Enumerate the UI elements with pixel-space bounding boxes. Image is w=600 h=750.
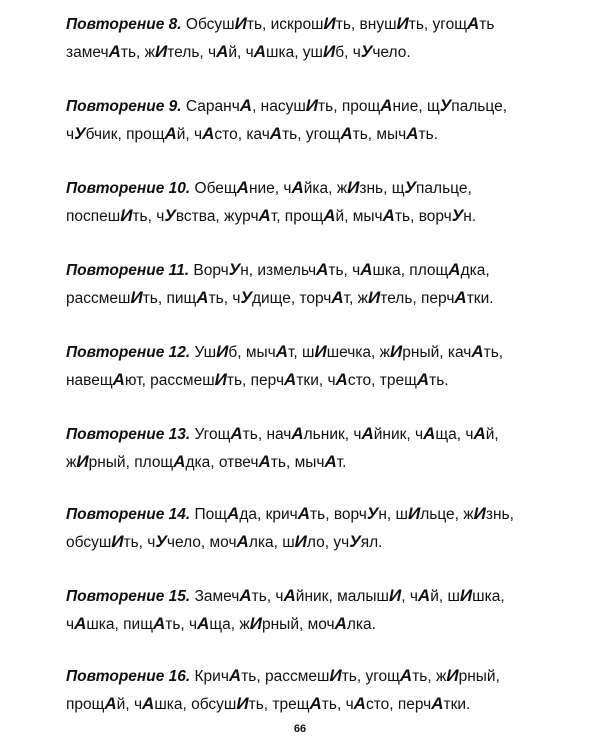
- word-fragment: тки, ч: [296, 372, 336, 389]
- highlighted-vowel: И: [305, 96, 319, 115]
- word-fragment: тель, перч: [380, 290, 455, 307]
- word-fragment: тель, ч: [167, 44, 217, 61]
- exercise-section: [66, 178, 566, 227]
- highlighted-vowel: А: [74, 614, 87, 633]
- exercise-section: [66, 424, 566, 473]
- highlighted-vowel: А: [316, 260, 329, 279]
- exercise-label: Повторение 8.: [66, 16, 182, 33]
- highlighted-vowel: А: [228, 666, 242, 685]
- highlighted-vowel: А: [284, 370, 297, 389]
- word-fragment: н, ш: [378, 506, 408, 523]
- highlighted-vowel: А: [291, 178, 304, 197]
- highlighted-vowel: А: [253, 42, 267, 61]
- word-fragment: ть, ч: [251, 588, 284, 605]
- word-fragment: ть, ч: [208, 290, 241, 307]
- highlighted-vowel: А: [471, 342, 484, 361]
- highlighted-vowel: А: [334, 614, 347, 633]
- exercise-line: [66, 260, 566, 281]
- highlighted-vowel: А: [108, 42, 121, 61]
- highlighted-vowel: И: [249, 614, 262, 633]
- word-fragment: ть, ч: [328, 262, 361, 279]
- highlighted-vowel: А: [216, 42, 229, 61]
- exercise-section: [66, 342, 566, 391]
- exercise-label: Повторение 13.: [66, 426, 191, 443]
- word-fragment: навещ: [66, 372, 113, 389]
- word-fragment: ть, мыч: [352, 126, 407, 143]
- highlighted-vowel: У: [155, 532, 167, 551]
- word-fragment: ть, пищ: [142, 290, 197, 307]
- word-fragment: Крич: [194, 668, 229, 685]
- highlighted-vowel: И: [388, 586, 402, 605]
- word-fragment: й,: [485, 426, 499, 443]
- word-fragment: шка, обсуш: [154, 696, 237, 713]
- word-fragment: ть, мыч: [270, 454, 325, 471]
- exercise-line: [66, 124, 566, 145]
- highlighted-vowel: И: [329, 666, 342, 685]
- highlighted-vowel: А: [382, 206, 395, 225]
- highlighted-vowel: А: [353, 694, 366, 713]
- word-fragment: т, ж: [343, 290, 369, 307]
- word-fragment: й, ч: [176, 126, 203, 143]
- word-fragment: ща, ж: [209, 616, 250, 633]
- word-fragment: йка, ж: [303, 180, 348, 197]
- highlighted-vowel: А: [309, 694, 322, 713]
- highlighted-vowel: У: [240, 288, 252, 307]
- page-number: 66: [293, 723, 307, 735]
- highlighted-vowel: А: [406, 124, 419, 143]
- exercise-line: [66, 666, 566, 687]
- highlighted-vowel: А: [454, 288, 467, 307]
- highlighted-vowel: А: [104, 694, 117, 713]
- word-fragment: тки.: [443, 696, 471, 713]
- word-fragment: знь, щ: [359, 180, 405, 197]
- exercise-line: [66, 504, 566, 525]
- word-fragment: йник, ч: [373, 426, 424, 443]
- word-fragment: ть,: [483, 344, 504, 361]
- highlighted-vowel: И: [216, 342, 229, 361]
- highlighted-vowel: А: [331, 288, 344, 307]
- word-fragment: дище, торч: [251, 290, 332, 307]
- highlighted-vowel: И: [347, 178, 360, 197]
- word-fragment: пальце,: [416, 180, 472, 197]
- highlighted-vowel: А: [258, 206, 271, 225]
- highlighted-vowel: А: [230, 424, 243, 443]
- word-fragment: ща, ч: [435, 426, 474, 443]
- word-fragment: ть, ворч: [310, 506, 367, 523]
- highlighted-vowel: А: [197, 614, 210, 633]
- exercise-label: Повторение 9.: [66, 98, 182, 115]
- highlighted-vowel: А: [239, 96, 253, 115]
- word-fragment: й, ч: [228, 44, 254, 61]
- word-fragment: ть, прощ: [318, 98, 381, 115]
- word-fragment: ние, ч: [248, 180, 292, 197]
- highlighted-vowel: А: [269, 124, 283, 143]
- exercise-line: [66, 452, 566, 473]
- highlighted-vowel: А: [236, 532, 249, 551]
- word-fragment: ть.: [429, 372, 449, 389]
- word-fragment: й, мыч: [335, 208, 383, 225]
- word-fragment: ть, внуш: [335, 16, 397, 33]
- word-fragment: ть, ч: [321, 696, 354, 713]
- word-fragment: рассмеш: [66, 290, 131, 307]
- exercise-section: [66, 14, 566, 63]
- highlighted-vowel: А: [416, 370, 430, 389]
- word-fragment: знь,: [485, 506, 514, 523]
- word-fragment: ть, угощ: [282, 126, 341, 143]
- exercise-line: [66, 370, 566, 391]
- exercise-line: [66, 178, 566, 199]
- word-fragment: рный, моч: [262, 616, 335, 633]
- word-fragment: ло, уч: [306, 534, 350, 551]
- highlighted-vowel: И: [294, 532, 307, 551]
- exercise-label: Повторение 15.: [66, 588, 191, 605]
- highlighted-vowel: И: [368, 288, 381, 307]
- highlighted-vowel: А: [152, 614, 166, 633]
- exercise-section: [66, 96, 566, 145]
- highlighted-vowel: И: [396, 14, 409, 33]
- word-fragment: рный,: [458, 668, 500, 685]
- highlighted-vowel: А: [258, 452, 271, 471]
- word-fragment: ял.: [360, 534, 383, 551]
- word-fragment: Ворч: [193, 262, 229, 279]
- word-fragment: рный, площ: [88, 454, 174, 471]
- exercise-line: [66, 532, 566, 553]
- highlighted-vowel: И: [214, 370, 227, 389]
- highlighted-vowel: И: [111, 532, 124, 551]
- highlighted-vowel: А: [399, 666, 413, 685]
- word-fragment: ч: [66, 126, 75, 143]
- exercise-label: Повторение 16.: [66, 668, 191, 685]
- highlighted-vowel: А: [275, 342, 289, 361]
- word-fragment: , ч: [401, 588, 418, 605]
- word-fragment: дка, отвеч: [185, 454, 259, 471]
- word-fragment: Замеч: [194, 588, 240, 605]
- word-fragment: ть, рассмеш: [241, 668, 330, 685]
- word-fragment: ть, ворч: [394, 208, 452, 225]
- word-fragment: сто, трещ: [347, 372, 417, 389]
- highlighted-vowel: А: [283, 586, 296, 605]
- exercise-line: [66, 206, 566, 227]
- exercise-section: [66, 504, 566, 553]
- word-fragment: , насуш: [252, 98, 306, 115]
- exercise-line: [66, 96, 566, 117]
- highlighted-vowel: А: [360, 260, 373, 279]
- word-fragment: ть, трещ: [248, 696, 310, 713]
- word-fragment: вства, журч: [175, 208, 259, 225]
- highlighted-vowel: И: [155, 42, 168, 61]
- word-fragment: бчик, прощ: [85, 126, 165, 143]
- word-fragment: т, прощ: [270, 208, 324, 225]
- word-fragment: сто, перч: [365, 696, 432, 713]
- word-fragment: ть, нач: [242, 426, 292, 443]
- highlighted-vowel: А: [227, 504, 240, 523]
- highlighted-vowel: У: [366, 504, 379, 523]
- highlighted-vowel: А: [291, 424, 304, 443]
- highlighted-vowel: И: [323, 42, 336, 61]
- word-fragment: шка,: [472, 588, 505, 605]
- highlighted-vowel: У: [349, 532, 361, 551]
- exercise-label: Повторение 14.: [66, 506, 191, 523]
- word-fragment: замеч: [66, 44, 109, 61]
- highlighted-vowel: У: [74, 124, 86, 143]
- word-fragment: льник, ч: [303, 426, 362, 443]
- highlighted-vowel: И: [459, 586, 473, 605]
- exercise-section: [66, 586, 566, 635]
- highlighted-vowel: И: [130, 288, 143, 307]
- word-fragment: дка,: [460, 262, 490, 279]
- highlighted-vowel: И: [407, 504, 421, 523]
- word-fragment: б, ч: [335, 44, 361, 61]
- highlighted-vowel: А: [466, 14, 480, 33]
- exercise-label: Повторение 11.: [66, 262, 190, 279]
- highlighted-vowel: И: [473, 504, 486, 523]
- highlighted-vowel: А: [380, 96, 393, 115]
- word-fragment: ть.: [418, 126, 439, 143]
- highlighted-vowel: А: [323, 206, 336, 225]
- exercise-line: [66, 694, 566, 715]
- highlighted-vowel: А: [448, 260, 461, 279]
- highlighted-vowel: У: [439, 96, 452, 115]
- highlighted-vowel: И: [323, 14, 336, 33]
- exercise-line: [66, 288, 566, 309]
- highlighted-vowel: И: [314, 342, 327, 361]
- word-fragment: ние, щ: [392, 98, 440, 115]
- highlighted-vowel: А: [361, 424, 374, 443]
- word-fragment: й, ч: [116, 696, 143, 713]
- word-fragment: шка, площ: [372, 262, 449, 279]
- word-fragment: Пощ: [194, 506, 228, 523]
- word-fragment: ть, перч: [226, 372, 285, 389]
- exercise-line: [66, 342, 566, 363]
- exercise-label: Повторение 10.: [66, 180, 191, 197]
- exercise-section: [66, 666, 566, 715]
- highlighted-vowel: А: [196, 288, 209, 307]
- highlighted-vowel: А: [324, 452, 337, 471]
- exercise-line: [66, 586, 566, 607]
- word-fragment: ть, ж: [120, 44, 156, 61]
- word-fragment: обсуш: [66, 534, 112, 551]
- word-fragment: ть: [479, 16, 495, 33]
- highlighted-vowel: И: [234, 14, 247, 33]
- highlighted-vowel: У: [228, 260, 241, 279]
- exercise-section: [66, 260, 566, 309]
- word-fragment: поспеш: [66, 208, 121, 225]
- word-fragment: чело.: [372, 44, 411, 61]
- word-fragment: ть, ч: [132, 208, 165, 225]
- word-fragment: ть, ч: [123, 534, 156, 551]
- exercise-line: [66, 424, 566, 445]
- word-fragment: сто, кач: [214, 126, 270, 143]
- highlighted-vowel: А: [297, 504, 311, 523]
- highlighted-vowel: У: [451, 206, 464, 225]
- highlighted-vowel: И: [120, 206, 133, 225]
- word-fragment: ют, рассмеш: [124, 372, 215, 389]
- word-fragment: ть, угощ: [408, 16, 467, 33]
- word-fragment: б, мыч: [228, 344, 276, 361]
- highlighted-vowel: У: [164, 206, 176, 225]
- word-fragment: Угощ: [194, 426, 231, 443]
- highlighted-vowel: А: [431, 694, 444, 713]
- word-fragment: Обещ: [194, 180, 237, 197]
- exercise-label: Повторение 12.: [66, 344, 191, 361]
- word-fragment: чело, моч: [166, 534, 237, 551]
- word-fragment: ч: [66, 616, 75, 633]
- word-fragment: ть, угощ: [341, 668, 400, 685]
- word-fragment: н, измельч: [240, 262, 317, 279]
- highlighted-vowel: А: [473, 424, 486, 443]
- highlighted-vowel: И: [446, 666, 459, 685]
- word-fragment: шечка, ж: [326, 344, 391, 361]
- word-fragment: ж: [66, 454, 77, 471]
- word-fragment: н.: [463, 208, 477, 225]
- highlighted-vowel: У: [404, 178, 417, 197]
- word-fragment: пальце,: [451, 98, 507, 115]
- word-fragment: да, крич: [239, 506, 298, 523]
- word-fragment: тки.: [466, 290, 494, 307]
- highlighted-vowel: А: [112, 370, 125, 389]
- exercise-line: [66, 14, 566, 35]
- word-fragment: йник, малыш: [295, 588, 389, 605]
- word-fragment: прощ: [66, 696, 105, 713]
- word-fragment: рный, кач: [402, 344, 472, 361]
- word-fragment: Уш: [194, 344, 217, 361]
- exercise-line: [66, 614, 566, 635]
- highlighted-vowel: А: [335, 370, 348, 389]
- word-fragment: й, ш: [430, 588, 460, 605]
- highlighted-vowel: А: [423, 424, 436, 443]
- word-fragment: шка, пищ: [86, 616, 153, 633]
- highlighted-vowel: И: [390, 342, 403, 361]
- highlighted-vowel: А: [142, 694, 155, 713]
- word-fragment: ть, искрош: [246, 16, 324, 33]
- highlighted-vowel: И: [76, 452, 89, 471]
- exercise-line: [66, 42, 566, 63]
- highlighted-vowel: И: [236, 694, 249, 713]
- word-fragment: льце, ж: [420, 506, 474, 523]
- highlighted-vowel: А: [173, 452, 186, 471]
- word-fragment: ть, ж: [412, 668, 447, 685]
- word-fragment: Саранч: [185, 98, 240, 115]
- word-fragment: Обсуш: [185, 16, 235, 33]
- word-fragment: лка.: [346, 616, 376, 633]
- word-fragment: ть, ч: [165, 616, 198, 633]
- highlighted-vowel: А: [202, 124, 215, 143]
- word-fragment: т, ш: [288, 344, 315, 361]
- word-fragment: лка, ш: [248, 534, 295, 551]
- word-fragment: шка, уш: [266, 44, 323, 61]
- highlighted-vowel: А: [239, 586, 252, 605]
- highlighted-vowel: У: [360, 42, 373, 61]
- highlighted-vowel: А: [340, 124, 353, 143]
- highlighted-vowel: А: [164, 124, 177, 143]
- highlighted-vowel: А: [417, 586, 431, 605]
- highlighted-vowel: А: [236, 178, 249, 197]
- word-fragment: т.: [336, 454, 347, 471]
